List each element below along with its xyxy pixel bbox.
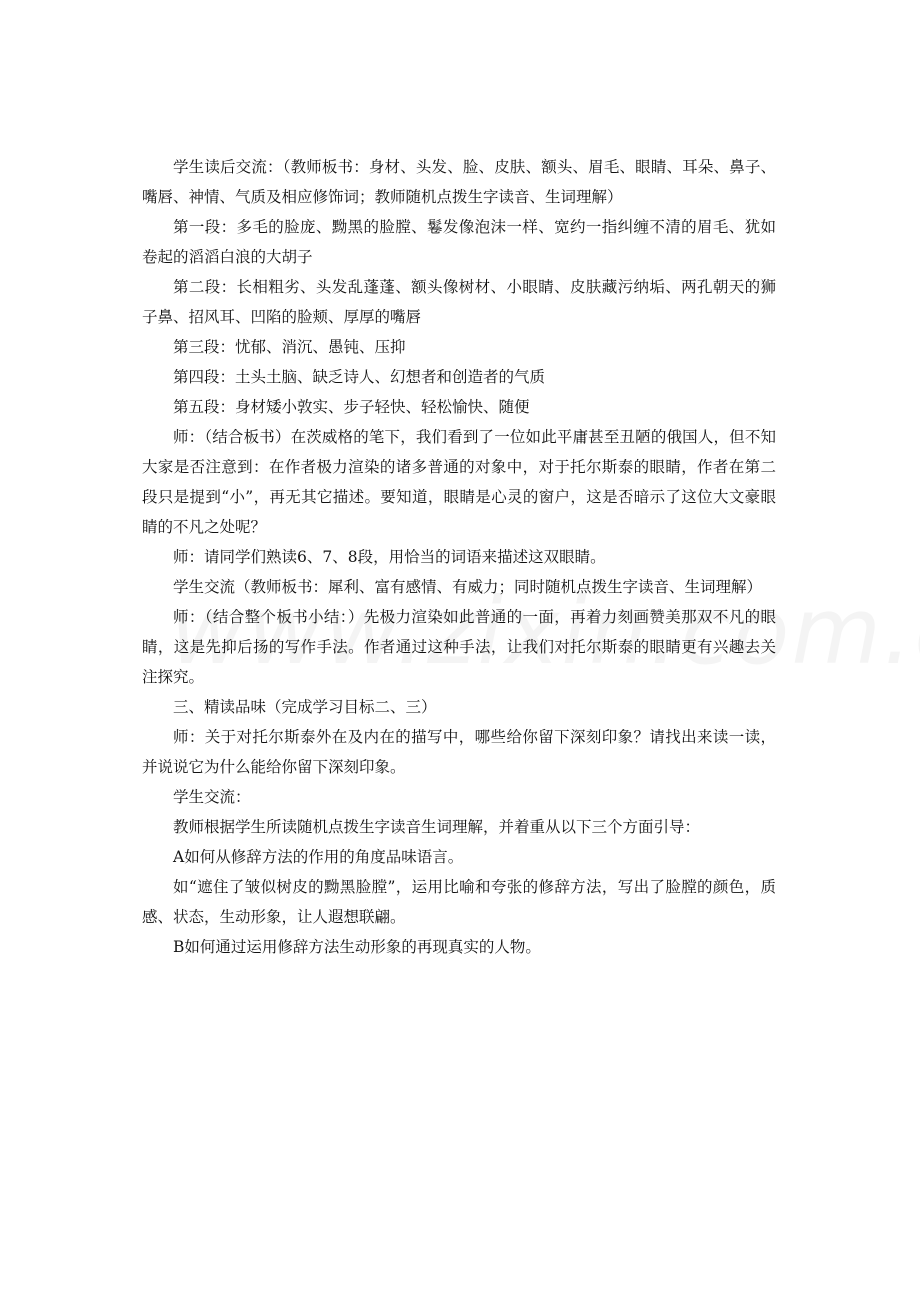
paragraph-teacher-summary: 师：（结合整个板书小结：）先极力渲染如此普通的一面，再着力刻画赞美那双不凡的眼睛，这是先抑后扬的写作手法。作者通过这种手法，让我们对托尔斯泰的眼睛更有兴趣去关注探究。: [142, 608, 776, 686]
paragraph-student-exchange: 学生读后交流：（教师板书：身材、头发、脸、皮肤、额头、眉毛、眼睛、耳朵、鼻子、嘴唇、神情、气质及相应修饰词；教师随机点拨生字读音、生词理解）: [142, 158, 776, 206]
paragraph-student-exchange-3: 学生交流：: [173, 788, 251, 806]
paragraph-teacher-instruction: 师：请同学们熟读6、7、8段，用恰当的词语来描述这双眼睛。: [173, 548, 606, 566]
paragraph-section-1: 第一段：多毛的脸庞、黝黑的脸膛、鬈发像泡沫一样、宽约一指纠缠不清的眉毛、犹如卷起的滔滔白浪的大胡子: [142, 218, 776, 266]
paragraph-teacher-question: 师：关于对托尔斯泰外在及内在的描写中，哪些给你留下深刻印象？请找出来读一读，并说说它为什么能给你留下深刻印象。: [142, 728, 776, 776]
paragraph-teacher-comment: 师：（结合板书）在茨威格的笔下，我们看到了一位如此平庸甚至丑陋的俄国人，但不知大家是否注意到：在作者极力渲染的诸多普通的对象中，对于托尔斯泰的眼睛，作者在第二段只是提到“小”，再无其它描述。要知道，眼睛是心灵的窗户，这是否暗示了这位大文豪眼睛的不凡之处呢？: [142, 428, 776, 536]
paragraph-point-a: A如何从修辞方法的作用的角度品味语言。: [173, 848, 464, 866]
document-body: [142, 152, 776, 962]
paragraph-teacher-guidance: 教师根据学生所读随机点拨生字读音生词理解，并着重从以下三个方面引导：: [173, 818, 701, 836]
paragraph-section-3: 第三段：忧郁、消沉、愚钝、压抑: [173, 338, 406, 356]
paragraph-section-4: 第四段：土头土脑、缺乏诗人、幻想者和创造者的气质: [173, 368, 546, 386]
paragraph-example: 如“遮住了皱似树皮的黝黑脸膛”，运用比喻和夸张的修辞方法，写出了脸膛的颜色，质感、状态，生动形象，让人遐想联翩。: [142, 878, 776, 926]
paragraph-section-2: 第二段：长相粗劣、头发乱蓬蓬、额头像树材、小眼睛、皮肤藏污纳垢、两孔朝天的狮子鼻、招风耳、凹陷的脸颊、厚厚的嘴唇: [142, 278, 776, 326]
section-heading-3: 三、精读品味（完成学习目标二、三）: [173, 698, 437, 716]
paragraph-section-5: 第五段：身材矮小敦实、步子轻快、轻松愉快、随便: [173, 398, 530, 416]
paragraph-student-exchange-2: 学生交流（教师板书：犀利、富有感情、有威力；同时随机点拨生字读音、生词理解）: [173, 578, 763, 596]
paragraph-point-b: B如何通过运用修辞方法生动形象的再现真实的人物。: [173, 938, 541, 956]
